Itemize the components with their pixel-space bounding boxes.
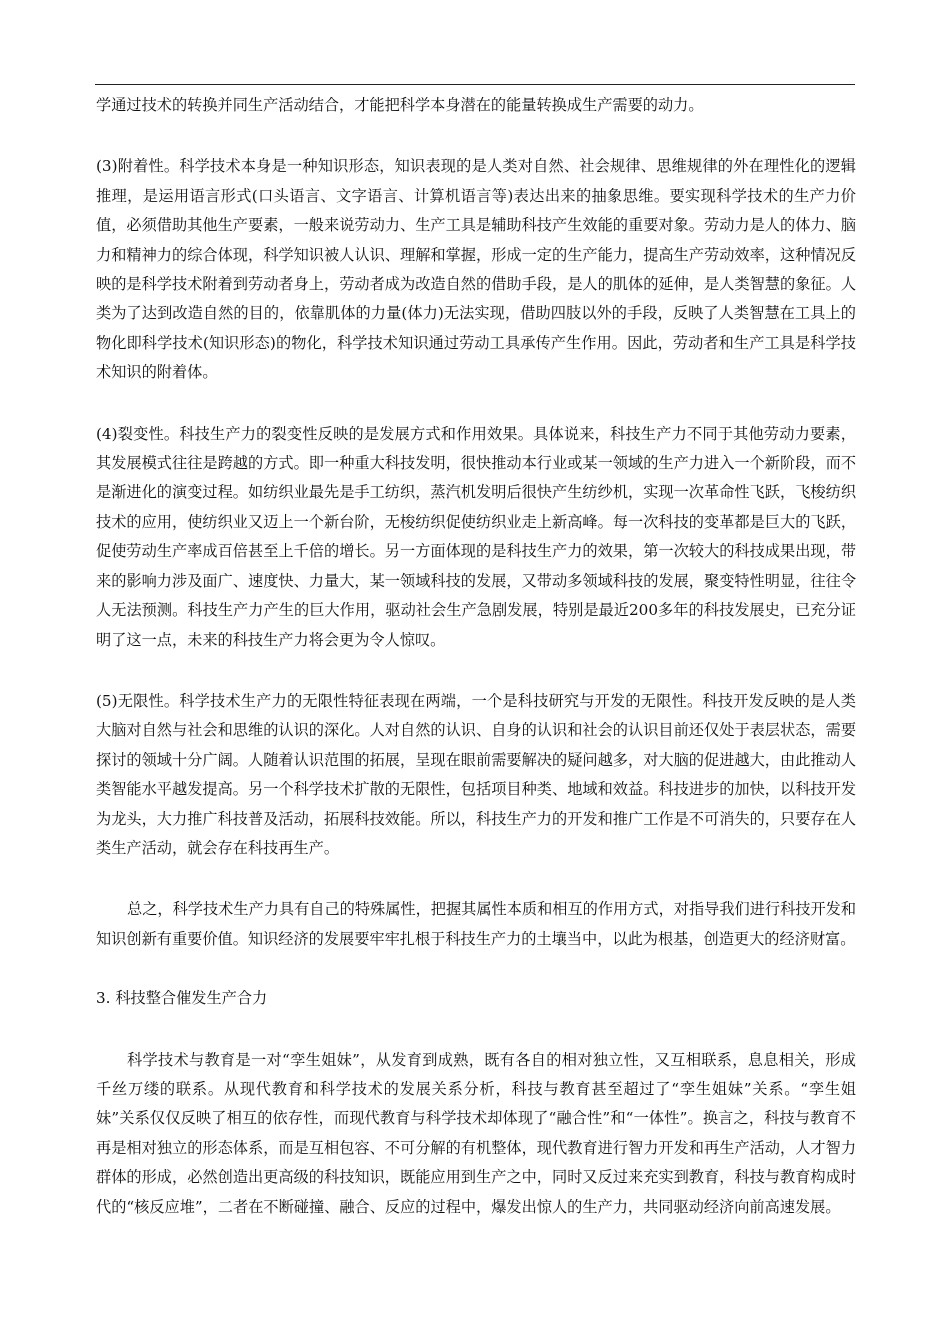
paragraph-continuation: 学通过技术的转换并同生产活动结合，才能把科学本身潜在的能量转换成生产需要的动力。: [96, 96, 704, 114]
paragraph-fission: (4)裂变性。科技生产力的裂变性反映的是发展方式和作用效果。具体说来，科技生产力不同于其他劳动力要素，其发展模式往往是跨越的方式。即一种重大科技发明，很快推动本行业或某一领域的生产力进入一个新阶段，而不是渐进化的演变过程。如纺织业最先是手工纺织，蒸汽机发明后很快产生纺纱机，实现一次革命性飞跃，飞梭纺织技术的应用，使纺织业又迈上一个新台阶，无梭纺织促使纺织业走上新高峰。每一次科技的变革都是巨大的飞跃，促使劳动生产率成百倍甚至上千倍的增长。另一方面体现的是科技生产力的效果，第一次较大的科技成果出现，带来的影响力涉及面广、速度快、力量大，某一领域科技的发展，又带动多领域科技的发展，聚变特性明显，往往令人无法预测。科技生产力产生的巨大作用，驱动社会生产急剧发展，特别是最近200多年的科技发展史，已充分证明了这一点，未来的科技生产力将会更为令人惊叹。: [96, 424, 856, 649]
paragraph-summary: 总之，科学技术生产力具有自己的特殊属性，把握其属性本质和相互的作用方式，对指导我们进行科技开发和知识创新有重要价值。知识经济的发展要牢牢扎根于科技生产力的土壤当中，以此为根基，创造更大的经济财富。: [96, 900, 856, 948]
paragraph-attachment: (3)附着性。科学技术本身是一种知识形态，知识表现的是人类对自然、社会规律、思维规律的外在理性化的逻辑推理，是运用语言形式(口头语言、文字语言、计算机语言等)表达出来的抽象思维。要实现科学技术的生产力价值，必须借助其他生产要素，一般来说劳动力、生产工具是辅助科技产生效能的重要对象。劳动力是人的体力、脑力和精神力的综合体现，科学知识被人认识、理解和掌握，形成一定的生产能力，提高生产劳动效率，这种情况反映的是科学技术附着到劳动者身上，劳动者成为改造自然的借助手段，是人的肌体的延伸，是人类智慧的象征。人类为了达到改造自然的目的，依靠肌体的力量(体力)无法实现，借助四肢以外的手段，反映了人类智慧在工具上的物化即科学技术(知识形态)的物化，科学技术知识通过劳动工具承传产生作用。因此，劳动者和生产工具是科学技术知识的附着体。: [96, 157, 856, 382]
paragraph-integration: 科学技术与教育是一对“孪生姐妹”，从发育到成熟，既有各自的相对独立性，又互相联系，息息相关，形成千丝万缕的联系。从现代教育和科学技术的发展关系分析，科技与教育甚至超过了“孪生姐妹”关系。“孪生姐妹”关系仅仅反映了相互的依存性，而现代教育与科学技术却体现了“融合性”和“一体性”。换言之，科技与教育不再是相对独立的形态体系，而是互相包容、不可分解的有机整体，现代教育进行智力开发和再生产活动，人才智力群体的形成，必然创造出更高级的科技知识，既能应用到生产之中，同时又反过来充实到教育，科技与教育构成时代的“核反应堆”，二者在不断碰撞、融合、反应的过程中，爆发出惊人的生产力，共同驱动经济向前高速发展。: [96, 1050, 856, 1216]
section-heading: 3. 科技整合催发生产合力: [96, 989, 268, 1008]
paragraph-infinity: (5)无限性。科学技术生产力的无限性特征表现在两端，一个是科技研究与开发的无限性。科技开发反映的是人类大脑对自然与社会和思维的认识的深化。人对自然的认识、自身的认识和社会的认识目前还仅处于表层状态，需要探讨的领域十分广阔。人随着认识范围的拓展，呈现在眼前需要解决的疑问越多，对大脑的促进越大，由此推动人类智能水平越发提高。另一个科学技术扩散的无限性，包括项目种类、地域和效益。科技进步的加快，以科技开发为龙头，大力推广科技普及活动，拓展科技效能。所以，科技生产力的开发和推广工作是不可消失的，只要存在人类生产活动，就会存在科技再生产。: [96, 691, 856, 857]
document-body: [96, 91, 856, 1222]
header-rule: [95, 84, 855, 85]
